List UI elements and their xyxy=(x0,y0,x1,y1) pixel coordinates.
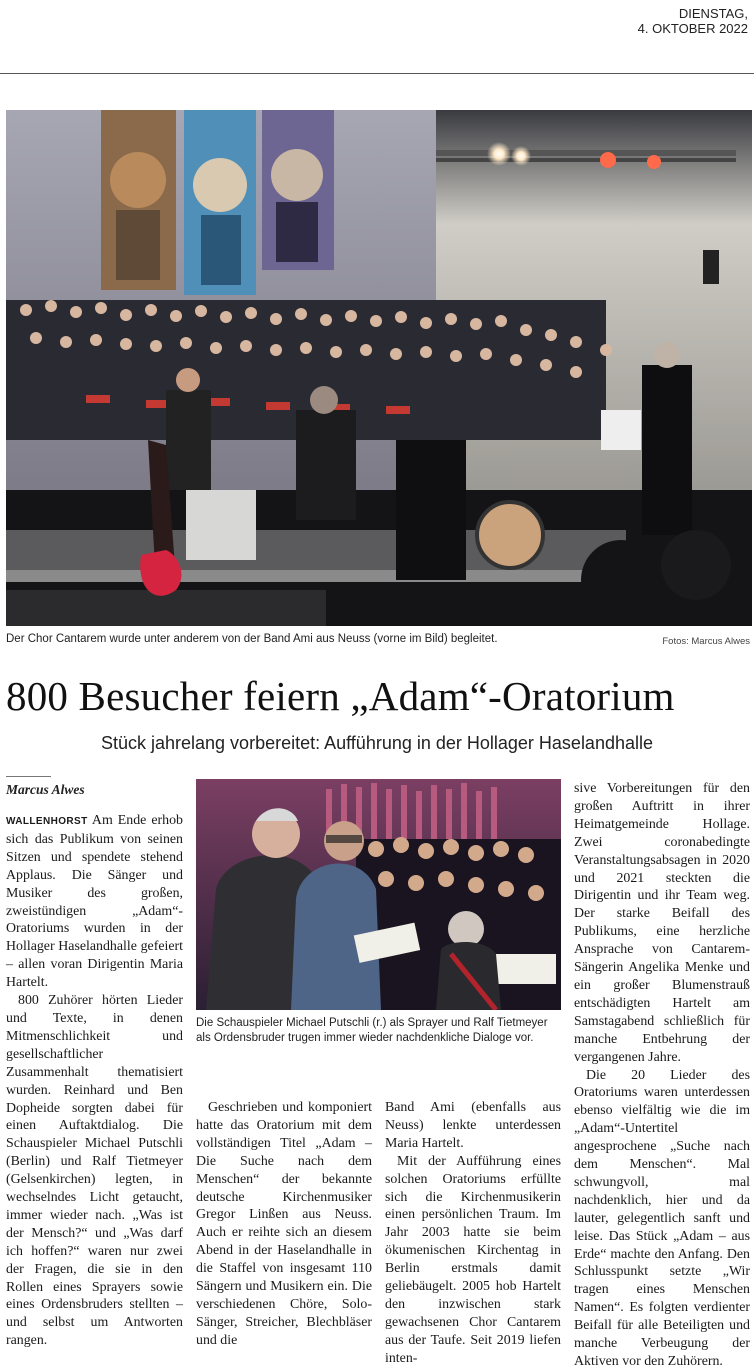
main-photo-caption: Der Chor Cantarem wurde unter anderem von der Band Ami aus Neuss (vorne im Bild) begleitet. xyxy=(6,633,498,645)
main-photo xyxy=(6,110,752,626)
article-column-4 xyxy=(574,780,750,1371)
issue-weekday: DIENSTAG, xyxy=(678,6,748,21)
paragraph-text: Am Ende erhob sich das Publikum von seinen Sitzen und spendete stehend Applaus. Die Sänger und Musiker des großen, zweistündigen „Adam“-Oratoriums wurden in der Hollager Haselandhalle gefeiert – allen voran Dirigentin Maria Hartelt. xyxy=(6,813,183,991)
article-column-3 xyxy=(385,1099,561,1368)
article-paragraph: sive Vorbereitungen für den großen Auftritt in ihrer Heimatgemeinde Hollage. Zwei coronabedingte Veranstaltungsabsagen in 2020 und 2021 steckten die Dirigentin und ihr Team weg. Der starke Beifall des Publikums, eine herzliche Ansprache von Cantarem-Sängerin Angelika Menke und ein großer Blumenstrauß entschädigten Hartelt am Samstagabend schließlich für manche Entbehrung der vergangenen Jahre. xyxy=(574,781,750,1065)
article-paragraph: Band Ami (ebenfalls aus Neuss) lenkte unterdessen Maria Hartelt. xyxy=(385,1100,561,1151)
byline-rule xyxy=(6,776,51,777)
second-photo-caption: Die Schauspieler Michael Putschli (r.) als Sprayer und Ralf Tietmeyer als Ordensbruder trugen immer wieder nachdenkliche Dialoge vor. xyxy=(196,1017,548,1044)
article-paragraph xyxy=(6,812,183,992)
issue-date xyxy=(638,6,748,36)
article-author: Marcus Alwes xyxy=(6,782,85,797)
article-column-1 xyxy=(6,812,183,1350)
article-paragraph: Die 20 Lieder des Oratoriums waren unterdessen ebenso vielfältig wie die im „Adam“-Untertitel angesprochene „Suche nach dem Menschen“. Mal schwungvoll, mal nachdenklich, hier und da lauter, gelegentlich sanft und leise. Das Stück „Adam – aus Erde“ machte den Anfang. Den Schlusspunkt setzte „Wir tragen eines Menschen Namen“. Es folgten verdienter Beifall für alle Beteiligten und manche Verbeugung der Aktiven vor den Zuhörern. xyxy=(574,1067,750,1369)
article-paragraph: Mit der Aufführung eines solchen Oratoriums erfüllte sich die Kirchenmusikerin einen persönlichen Traum. Im Jahr 2003 hatte sie beim ökumenischen Kirchentag in Berlin erstmals damit geliebäugelt. 2005 hob Hartelt den inzwischen stark gewachsenen Chor Cantarem aus der Taufe. Seit 2019 liefen inten- xyxy=(385,1153,561,1366)
second-photo xyxy=(196,779,561,1010)
issue-date-value: 4. OKTOBER 2022 xyxy=(637,21,748,36)
header-rule xyxy=(0,73,754,74)
article-dateline: WALLENHORST xyxy=(6,816,88,827)
article-paragraph: Geschrieben und komponiert hatte das Oratorium mit dem vollständigen Titel „Adam – Die Suche nach dem Menschen“ der bekannte deutsche Kirchenmusiker Gregor Linßen aus Neuss. Auch er reihte sich an diesem Abend in der Haselandhalle in die Staffel von insgesamt 110 Sängern und Musikern ein. Die verschiedenen Chöre, Solo-Sänger, Streicher, Blechbläser und die xyxy=(196,1100,372,1348)
article-paragraph: 800 Zuhörer hörten Lieder und Texte, in denen Mitmenschlichkeit und gesellschaftlicher Zusammenhalt thematisiert wurden. Reinhard und Ben Dopheide sorgten dabei für einen Auftaktdialog. Die Schauspieler Michael Putschli (Berlin) und Ralf Tietmeyer (Gelsenkirchen) legten, in wechselndes Licht getaucht, immer wieder nach. „Was ist der Mensch?“ und „Was darf ich hoffen?“ waren nur zwei der Fragen, die sie in den Rollen eines Sprayers sowie eines Ordensbruders stellten – und selbst um Antworten rangen. xyxy=(6,993,183,1349)
article-headline: 800 Besucher feiern „Adam“-Oratorium xyxy=(6,673,675,719)
article-subheadline: Stück jahrelang vorbereitet: Aufführung in der Hollager Haselandhalle xyxy=(100,733,653,753)
photo-credit: Fotos: Marcus Alwes xyxy=(662,636,750,647)
article-column-2 xyxy=(196,1099,372,1350)
